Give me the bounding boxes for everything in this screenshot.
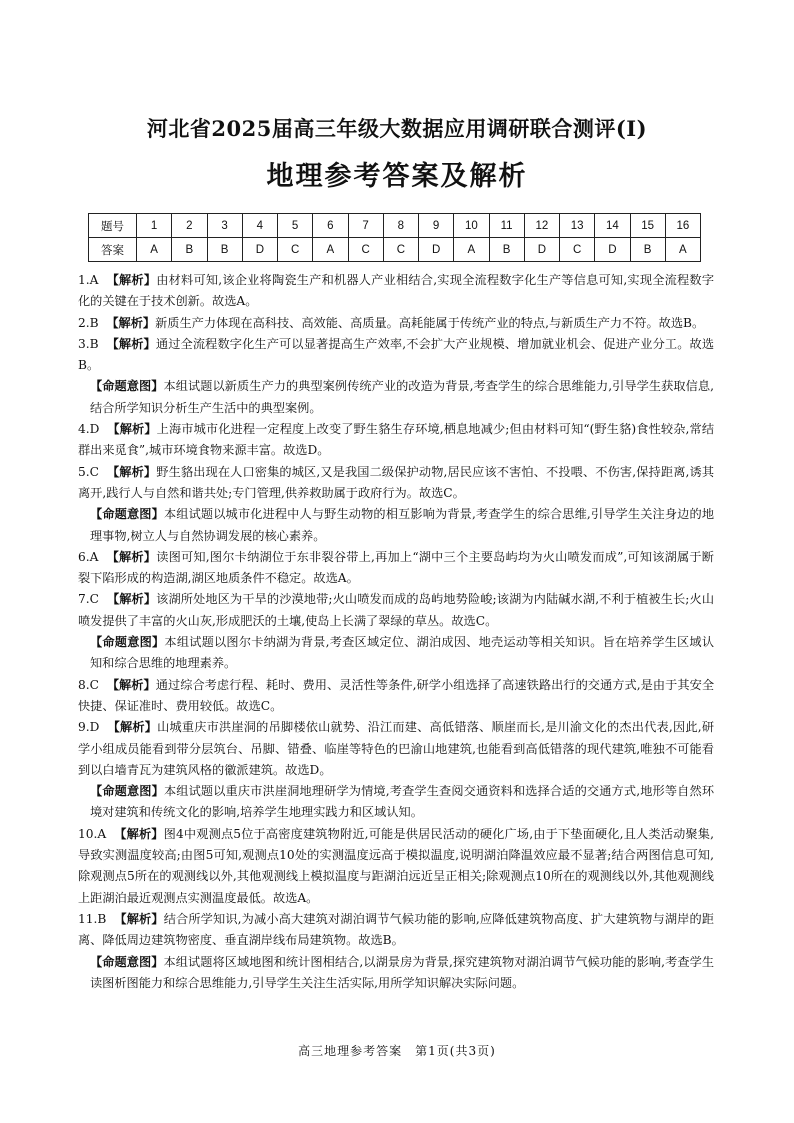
question-answer-head: 6.A — [78, 549, 99, 564]
analysis-text: 结合所学知识,为减小高大建筑对湖泊调节气候功能的影响,应降低建筑物高度、扩大建筑物与湖岸的距离、降低周边建筑物密度、垂直湖岸线布局建筑物。故选B。 — [78, 911, 714, 948]
page-title: 河北省2025届高三年级大数据应用调研联合测评(Ⅰ) — [146, 116, 648, 141]
answer-cell: A — [665, 238, 700, 262]
question-number-cell: 11 — [489, 214, 524, 238]
question-answer-head: 1.A — [78, 273, 99, 287]
analysis-tag: 【解析】 — [106, 315, 156, 330]
intent-tag: 【命题意图】 — [90, 635, 165, 650]
question-number-cell: 16 — [665, 214, 700, 238]
answer-cell: C — [348, 238, 383, 262]
analysis-text: 新质生产力体现在高科技、高效能、高质量。高耗能属于传统产业的特点,与新质生产力不符。故选B。 — [155, 315, 705, 330]
answer-cell: C — [383, 238, 418, 262]
question-number-cell: 10 — [454, 214, 489, 238]
row-label-answer: 答案 — [89, 238, 137, 262]
question-answer-head: 9.D — [78, 720, 100, 735]
intent-text: 本组试题以新质生产力的典型案例传统产业的改造为背景,考查学生的综合思维能力,引导学生获取信息,结合所学知识分析生产生活中的典型案例。 — [90, 379, 715, 415]
question-number-cell: 5 — [278, 214, 313, 238]
answer-explanation — [78, 675, 714, 718]
answer-cell: C — [560, 238, 595, 262]
question-number-row — [89, 214, 701, 238]
question-number-cell: 7 — [348, 214, 383, 238]
question-answer-head: 4.D — [78, 422, 100, 437]
answer-cell: C — [278, 238, 313, 262]
question-number-cell: 8 — [383, 214, 418, 238]
analysis-tag: 【解析】 — [107, 422, 157, 437]
page-footer: 高三地理参考答案 第1页(共3页) — [298, 1044, 496, 1058]
question-intent — [78, 952, 714, 995]
question-number-cell: 4 — [242, 214, 277, 238]
answer-explanation — [78, 419, 714, 462]
analysis-text: 读图可知,图尔卡纳湖位于东非裂谷带上,再加上“湖中三个主要岛屿均为火山喷发而成”,可知该湖属于断裂下陷形成的构造湖,湖区地质条件不稳定。故选A。 — [78, 549, 714, 586]
question-answer-head: 7.C — [78, 592, 99, 607]
question-answer-head: 3.B — [78, 336, 99, 351]
answer-cell: B — [207, 238, 242, 262]
analysis-tag: 【解析】 — [106, 677, 156, 692]
analysis-text: 野生貉出现在人口密集的城区,又是我国二级保护动物,居民应该不害怕、不投喂、不伤害,保持距离,诱其离开,践行人与自然和谐共处;专门管理,供养救助属于政府行为。故选C。 — [78, 464, 715, 500]
analysis-tag: 【解析】 — [106, 592, 157, 607]
answer-cell: B — [172, 238, 207, 262]
analysis-text: 通过综合考虑行程、耗时、费用、灵活性等条件,研学小组选择了高速铁路出行的交通方式,是由于其安全快捷、保证准时、费用较低。故选C。 — [78, 677, 715, 713]
answer-explanation — [78, 824, 714, 909]
question-intent — [78, 781, 714, 824]
question-number-cell: 6 — [313, 214, 348, 238]
question-number-cell: 1 — [137, 214, 172, 238]
page-subtitle: 地理参考答案及解析 — [266, 161, 528, 192]
analysis-tag: 【解析】 — [107, 720, 158, 735]
answer-cell: D — [595, 238, 630, 262]
question-number-cell: 3 — [207, 214, 242, 238]
intent-tag: 【命题意图】 — [90, 954, 164, 969]
question-answer-head: 8.C — [78, 677, 99, 692]
analysis-text: 上海市城市化进程一定程度上改变了野生貉生存环境,栖息地减少;但由材料可知“(野生貉)食性较杂,常结群出来觅食”,城市环境食物来源丰富。故选D。 — [78, 422, 715, 458]
question-number-cell: 2 — [172, 214, 207, 238]
analysis-list — [78, 270, 714, 994]
analysis-tag: 【解析】 — [106, 273, 157, 287]
question-intent — [78, 376, 714, 419]
question-answer-head: 5.C — [78, 464, 99, 479]
answer-explanation — [78, 462, 714, 505]
question-intent — [78, 504, 714, 547]
intent-tag: 【命题意图】 — [90, 507, 164, 522]
analysis-text: 由材料可知,该企业将陶瓷生产和机器人产业相结合,实现全流程数字化生产等信息可知,实现全流程数字化的关键在于技术创新。故选A。 — [78, 273, 715, 309]
question-number-cell: 14 — [595, 214, 630, 238]
answer-explanation — [78, 589, 714, 632]
question-number-cell: 12 — [524, 214, 559, 238]
analysis-tag: 【解析】 — [114, 911, 164, 926]
analysis-tag: 【解析】 — [114, 826, 164, 841]
analysis-text: 该湖所处地区为干旱的沙漠地带;火山喷发而成的岛屿地势险峻;该湖为内陆碱水湖,不利于植被生长;火山喷发提供了丰富的火山灰,形成肥沃的土壤,使岛上长满了翠绿的草丛。故选C。 — [78, 592, 715, 628]
answer-cell: A — [137, 238, 172, 262]
intent-text: 本组试题以重庆市洪崖洞地理研学为情境,考查学生查阅交通资料和选择合适的交通方式,地形等自然环境对建筑和传统文化的影响,培养学生地理实践力和区域认知。 — [90, 784, 715, 820]
analysis-text: 山城重庆市洪崖洞的吊脚楼依山就势、沿江而建、高低错落、顺崖而长,是川渝文化的杰出代表,因此,研学小组成员能看到带分层筑台、吊脚、错叠、临崖等特色的巴渝山地建筑,也能看到高低错落的现代建筑,唯独不可能看到以白墙青瓦为建筑风格的徽派建筑。故选D。 — [78, 720, 715, 777]
answer-cell: B — [630, 238, 665, 262]
question-answer-head: 11.B — [78, 911, 107, 926]
answer-explanation — [78, 334, 714, 377]
answer-row — [89, 238, 701, 262]
answer-explanation — [78, 717, 714, 781]
analysis-tag: 【解析】 — [106, 549, 157, 564]
intent-text: 本组试题以城市化进程中人与野生动物的相互影响为背景,考查学生的综合思维,引导学生关注身边的地理事物,树立人与自然协调发展的核心素养。 — [90, 507, 715, 543]
question-number-cell: 9 — [419, 214, 454, 238]
intent-text: 本组试题以图尔卡纳湖为背景,考查区域定位、湖泊成因、地壳运动等相关知识。旨在培养学生区域认知和综合思维的地理素养。 — [90, 635, 715, 671]
answer-cell: A — [313, 238, 348, 262]
analysis-tag: 【解析】 — [106, 336, 156, 351]
question-number-cell: 15 — [630, 214, 665, 238]
answer-explanation — [78, 547, 714, 590]
row-label-question: 题号 — [89, 214, 137, 238]
answer-cell: B — [489, 238, 524, 262]
question-answer-head: 2.B — [78, 315, 99, 330]
answer-explanation — [78, 270, 714, 313]
analysis-text: 通过全流程数字化生产可以显著提高生产效率,不会扩大产业规模、增加就业机会、促进产业分工。故选B。 — [78, 336, 715, 373]
analysis-text: 图4中观测点5位于高密度建筑物附近,可能是供居民活动的硬化广场,由于下垫面硬化,且人类活动聚集,导致实测温度较高;由图5可知,观测点10处的实测温度远高于模拟温度,说明湖泊降温效应最不显著;结合两图信息可知,除观测点5所在的观测线以外,其他观测线上模拟温度与距湖泊远近呈正相关;除观测点10所在的观测线以外,其他观测线上距湖泊最近观测点实测温度最低。故选A。 — [78, 826, 715, 905]
answer-cell: D — [524, 238, 559, 262]
intent-tag: 【命题意图】 — [90, 379, 164, 394]
question-answer-head: 10.A — [78, 826, 107, 841]
intent-tag: 【命题意图】 — [90, 784, 164, 799]
answer-cell: D — [419, 238, 454, 262]
question-intent — [78, 632, 714, 675]
answer-cell: D — [242, 238, 277, 262]
answer-table — [88, 213, 701, 262]
analysis-tag: 【解析】 — [106, 464, 157, 479]
intent-text: 本组试题将区域地图和统计图相结合,以湖景房为背景,探究建筑物对湖泊调节气候功能的影响,考查学生读图析图能力和综合思维能力,引导学生关注生活实际,用所学知识解决实际问题。 — [90, 954, 715, 990]
answer-explanation — [78, 313, 714, 334]
answer-cell: A — [454, 238, 489, 262]
answer-explanation — [78, 909, 714, 952]
question-number-cell: 13 — [560, 214, 595, 238]
